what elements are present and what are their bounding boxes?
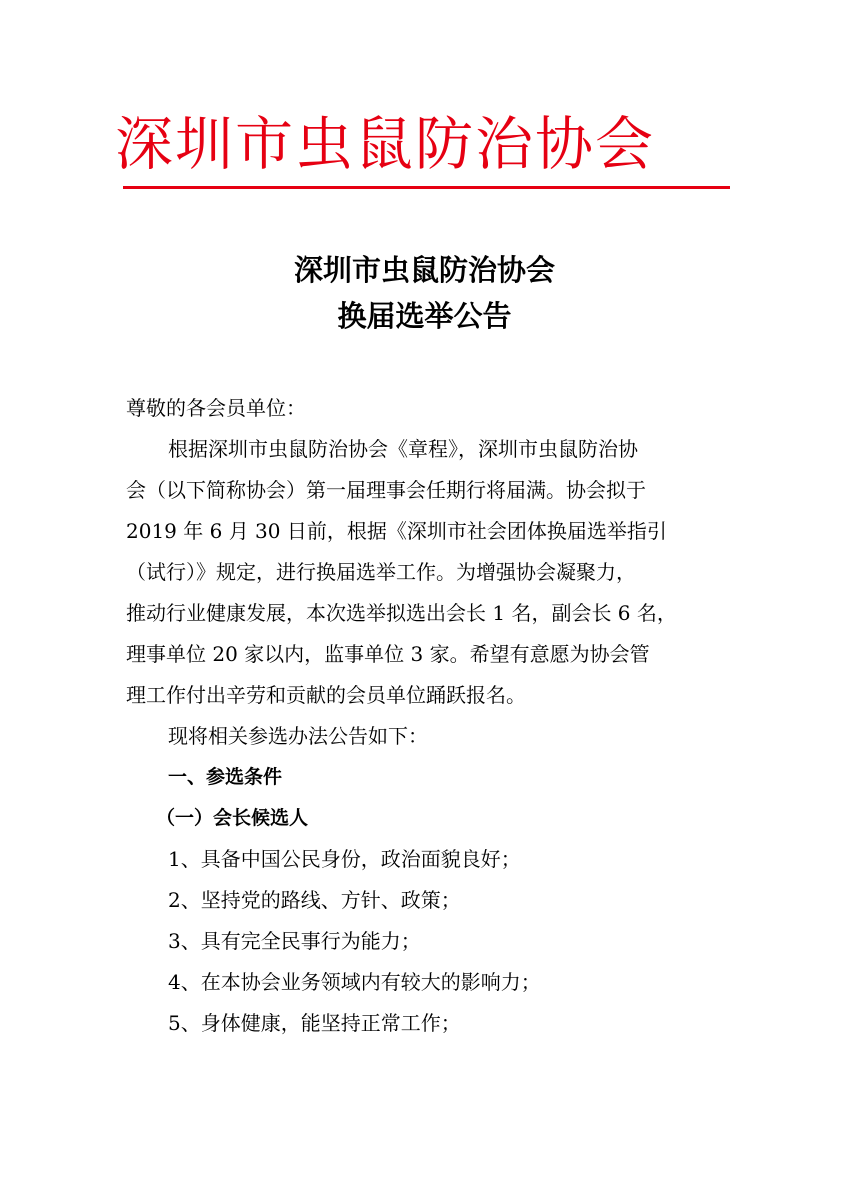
paragraph-1-line: 理事单位 20 家以内，监事单位 3 家。希望有意愿为协会管 bbox=[126, 642, 650, 666]
condition-item: 4、在本协会业务领域内有较大的影响力； bbox=[168, 970, 541, 994]
paragraph-1-line: 根据深圳市虫鼠防治协会《章程》，深圳市虫鼠防治协 bbox=[168, 437, 638, 461]
condition-item: 1、具备中国公民身份，政治面貌良好； bbox=[168, 847, 521, 871]
paragraph-2: 现将相关参选办法公告如下： bbox=[168, 724, 428, 748]
letterhead-red-rule bbox=[123, 186, 730, 189]
subsection-heading-1: （一）会长候选人 bbox=[156, 807, 309, 829]
condition-item: 5、身体健康，能坚持正常工作； bbox=[168, 1011, 461, 1035]
paragraph-1-line: 理工作付出辛劳和贡献的会员单位踊跃报名。 bbox=[126, 683, 526, 707]
document-body bbox=[126, 388, 726, 1044]
document-title-line-1: 深圳市虫鼠防治协会 bbox=[293, 253, 555, 287]
paragraph-1-line: 2019 年 6 月 30 日前，根据《深圳市社会团体换届选举指引 bbox=[126, 519, 667, 543]
letterhead-org-name: 深圳市虫鼠防治协会 bbox=[115, 110, 656, 178]
condition-item: 2、坚持党的路线、方针、政策； bbox=[168, 888, 461, 912]
document-title-line-2: 换届选举公告 bbox=[337, 299, 512, 333]
paragraph-1 bbox=[126, 429, 726, 716]
paragraph-1-line: 会（以下简称协会）第一届理事会任期行将届满。协会拟于 bbox=[126, 478, 646, 502]
salutation: 尊敬的各会员单位： bbox=[126, 396, 306, 420]
section-heading-1: 一、参选条件 bbox=[168, 766, 283, 788]
paragraph-1-line: 推动行业健康发展，本次选举拟选出会长 1 名，副会长 6 名， bbox=[126, 601, 677, 625]
paragraph-1-line: （试行）》规定，进行换届选举工作。为增强协会凝聚力， bbox=[126, 560, 636, 584]
condition-item: 3、具有完全民事行为能力； bbox=[168, 929, 421, 953]
